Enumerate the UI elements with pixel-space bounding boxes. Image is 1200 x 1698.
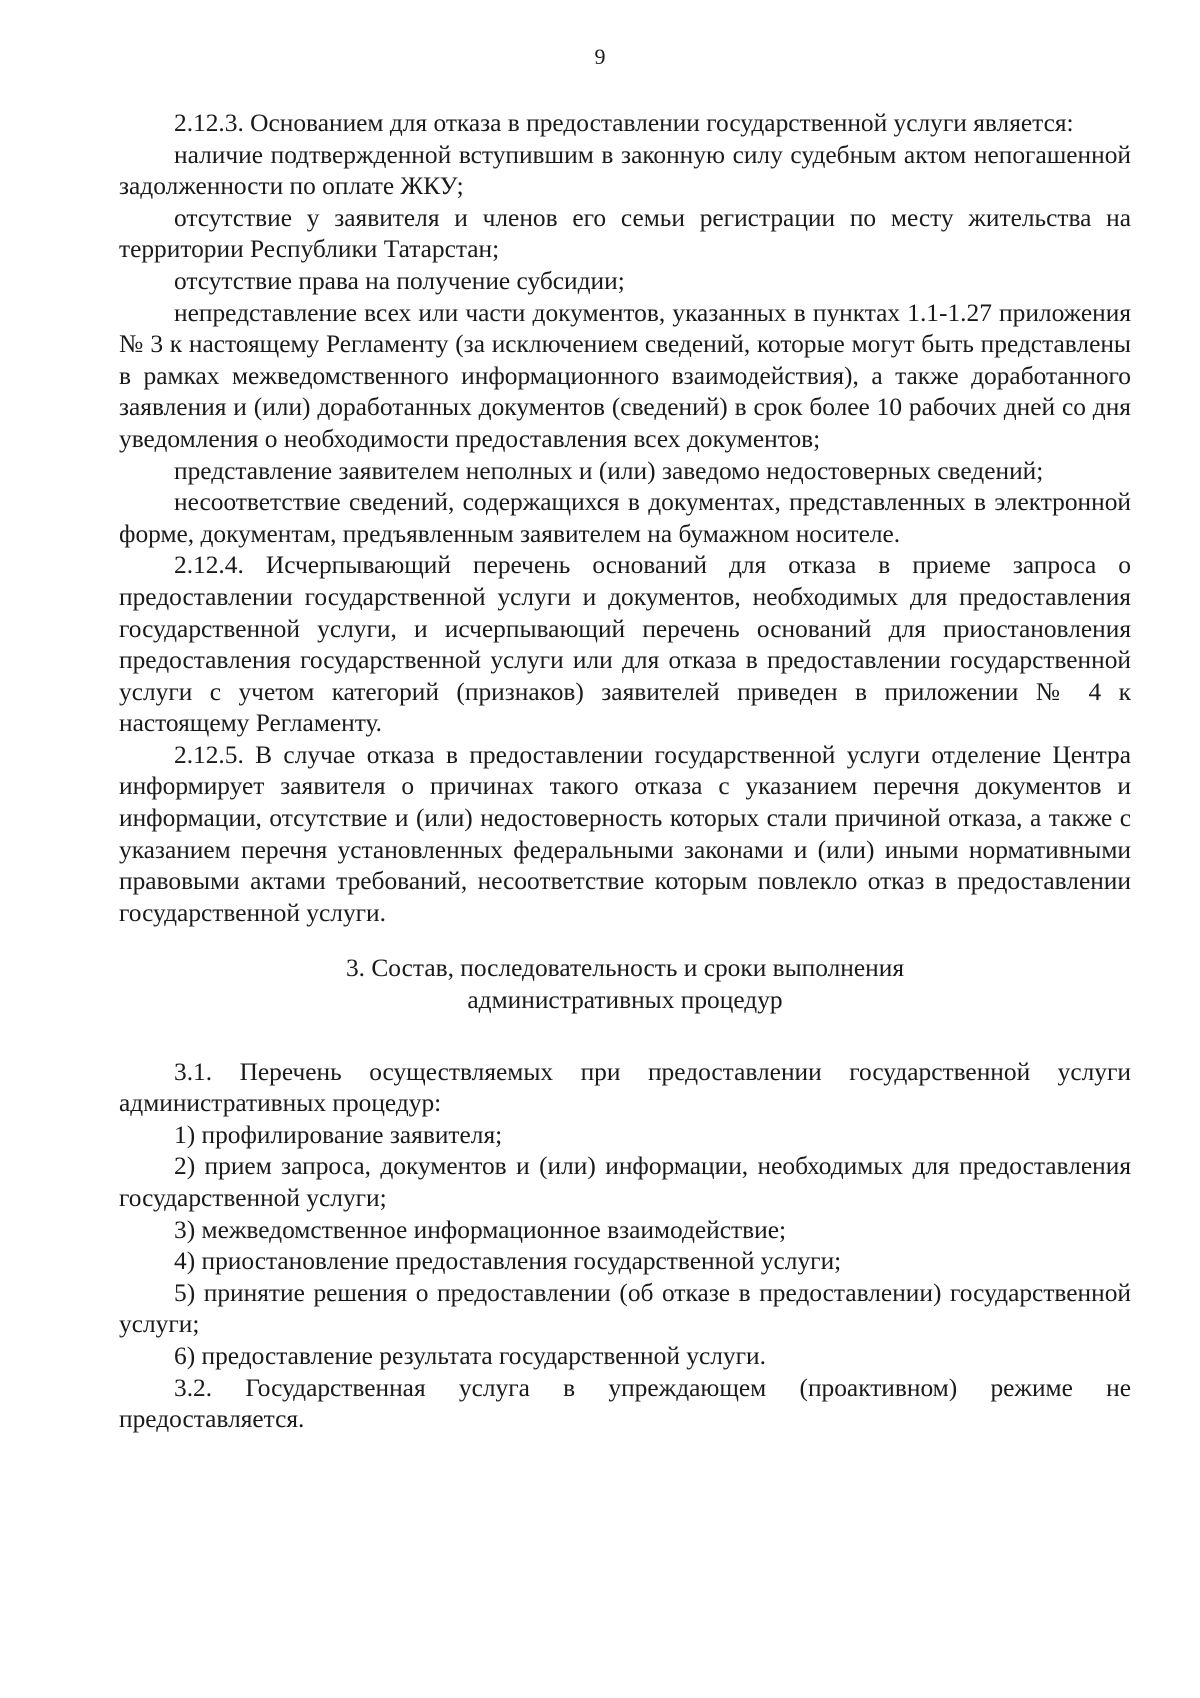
paragraph-registration: отсутствие у заявителя и членов его семьи регистрации по месту жительства на территории Республики Татарстан; — [119, 203, 1131, 264]
list-item-5: 5) принятие решения о предоставлении (об отказе в предоставлении) государственной услуги; — [119, 1278, 1131, 1339]
paragraph-debt: наличие подтвержденной вступившим в законную силу судебным актом непогашенной задолженности по оплате ЖКУ; — [119, 140, 1131, 201]
section-heading-line1: 3. Состав, последовательность и сроки выполнения — [345, 954, 905, 983]
paragraph-2-12-3: 2.12.3. Основанием для отказа в предоставлении государственной услуги является: — [174, 109, 1074, 137]
list-item-6: 6) предоставление результата государственной услуги. — [174, 1341, 766, 1370]
paragraph-documents: непредставление всех или части документов, указанных в пунктах 1.1-1.27 приложения № 3 к настоящему Регламенту (за исключением сведений, которые могут быть представлены в рамках межведомственного информационного взаимодействия), а также доработанного заявления и (или) доработанных документов (сведений) в срок более 10 рабочих дней со дня уведомления о необходимости предоставления всех документов; — [119, 298, 1131, 453]
paragraph-3-2: 3.2. Государственная услуга в упреждающем (проактивном) режиме не предоставляется. — [119, 1373, 1131, 1434]
paragraph-2-12-4: 2.12.4. Исчерпывающий перечень оснований для отказа в приеме запроса о предоставлении государственной услуги и документов, необходимых для предоставления государственной услуги, и исчерпывающий перечень оснований для приостановления предоставления государственной услуги или для отказа в предоставлении государственной услуги с учетом категорий (признаков) заявителей приведен в приложении № 4 к настоящему Регламенту. — [119, 551, 1131, 738]
page-number: 9 — [594, 44, 606, 69]
list-item-1: 1) профилирование заявителя; — [174, 1120, 503, 1149]
paragraph-3-1: 3.1. Перечень осуществляемых при предоставлении государственной услуги административных процедур: — [119, 1057, 1131, 1118]
paragraph-mismatch: несоответствие сведений, содержащихся в документах, представленных в электронной форме, документам, предъявленным заявителем на бумажном носителе. — [119, 488, 1131, 548]
document-body — [119, 108, 1131, 1436]
list-item-4: 4) приостановление предоставления государственной услуги; — [174, 1247, 842, 1276]
list-item-3: 3) межведомственное информационное взаимодействие; — [174, 1215, 787, 1244]
paragraph-incomplete-info: представление заявителем неполных и (или) заведомо недостоверных сведений; — [174, 456, 1044, 485]
section-heading-line2: административных процедур — [467, 986, 783, 1015]
paragraph-2-12-5: 2.12.5. В случае отказа в предоставлении государственной услуги отделение Центра информирует заявителя о причинах такого отказа с указанием перечня документов и информации, отсутствие и (или) недостоверность которых стали причиной отказа, а также с указанием перечня установленных федеральными законами и (или) иными нормативными правовыми актами требований, несоответствие которым повлекло отказ в предоставлении государственной услуги. — [119, 740, 1131, 927]
section-heading — [119, 953, 1131, 1016]
paragraph-no-right: отсутствие права на получение субсидии; — [174, 266, 625, 295]
list-item-2: 2) прием запроса, документов и (или) информации, необходимых для предоставления государственной услуги; — [119, 1152, 1131, 1212]
